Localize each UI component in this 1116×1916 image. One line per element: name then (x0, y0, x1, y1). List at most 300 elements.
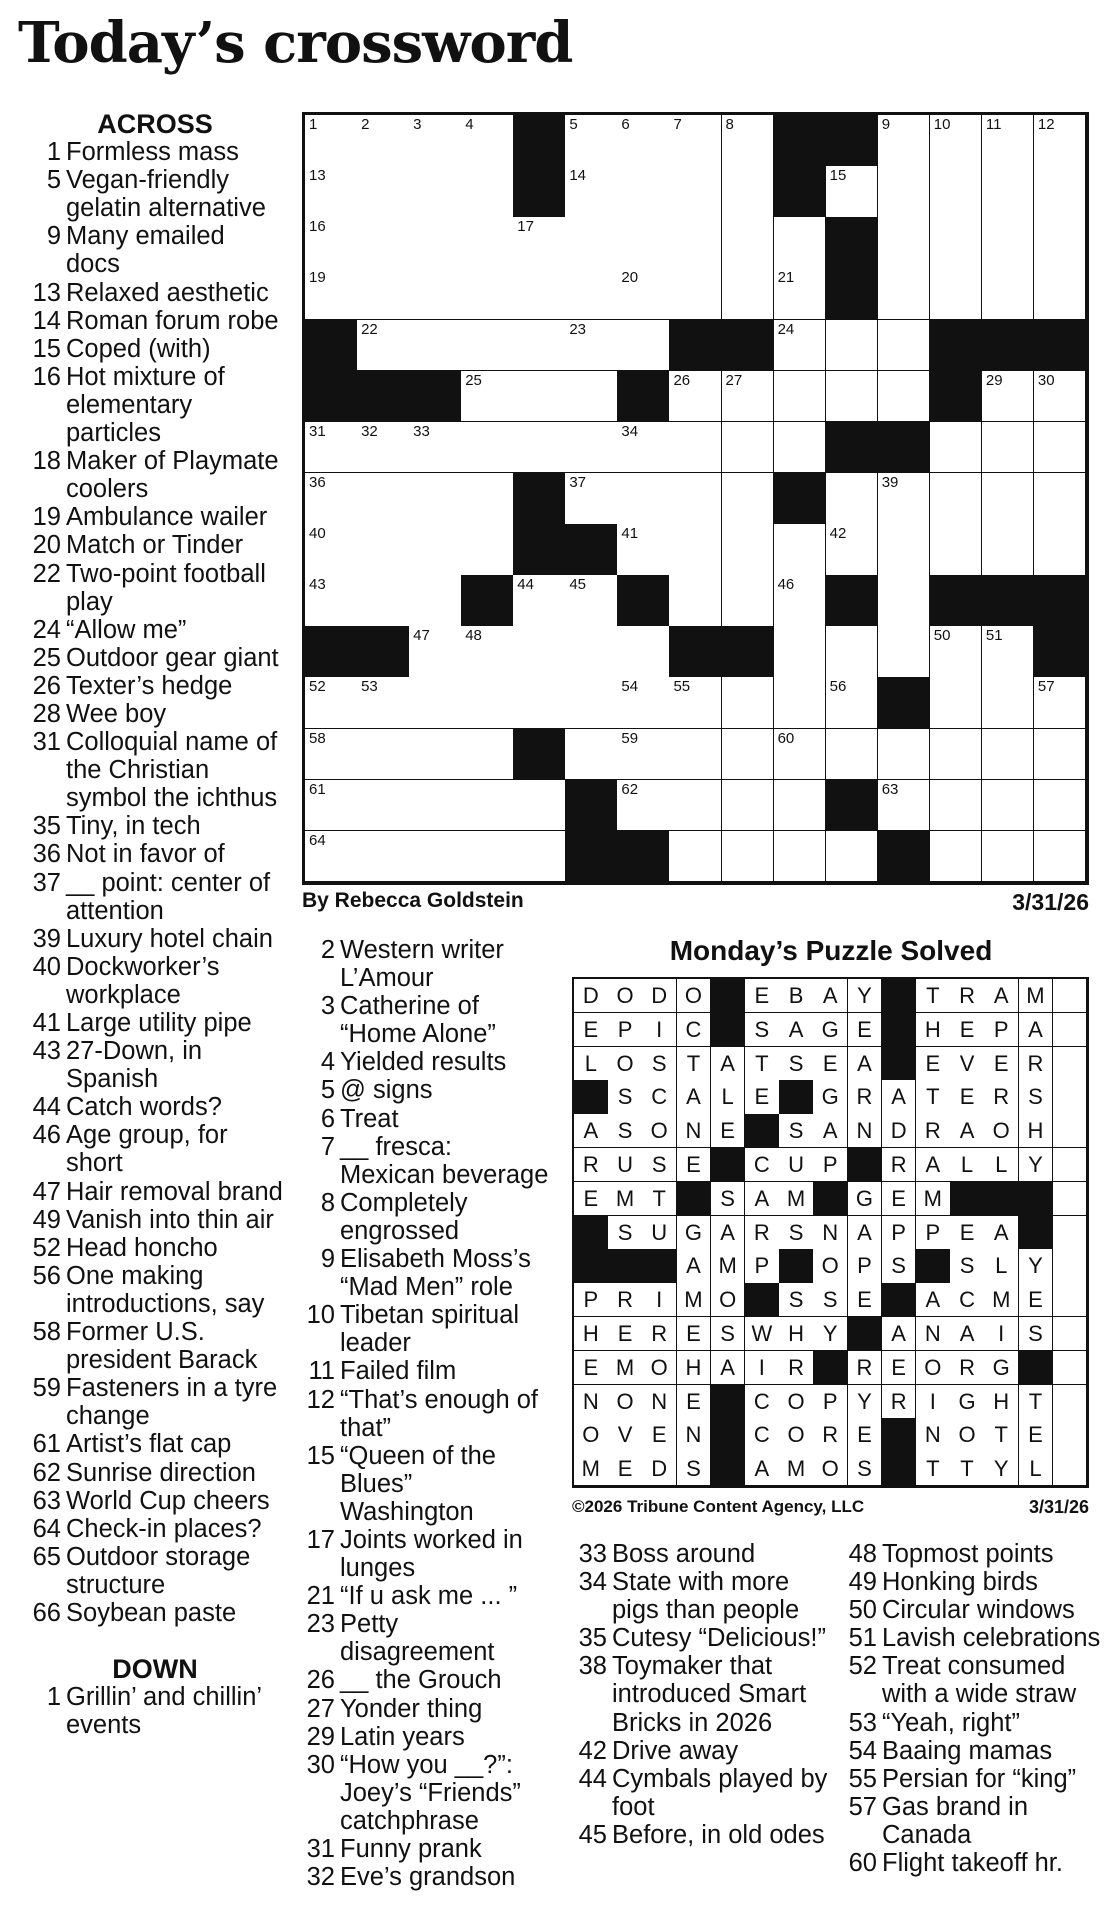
grid-cell[interactable] (930, 217, 983, 269)
grid-cell[interactable] (722, 166, 775, 218)
grid-cell[interactable] (878, 371, 931, 423)
grid-cell[interactable] (669, 115, 722, 167)
grid-cell[interactable] (982, 268, 1035, 320)
solution-letter: Y (813, 1317, 848, 1351)
grid-cell[interactable] (565, 115, 618, 167)
cell-number: 20 (621, 269, 639, 287)
grid-cell[interactable] (565, 677, 618, 729)
grid-cell[interactable] (409, 575, 462, 627)
grid-cell[interactable] (774, 831, 827, 883)
grid-cell[interactable] (409, 677, 462, 729)
grid-cell[interactable] (461, 677, 514, 729)
grid-cell[interactable] (982, 729, 1035, 781)
grid-cell[interactable] (617, 677, 670, 729)
grid-cell[interactable] (305, 575, 358, 627)
grid-cell[interactable] (357, 268, 410, 320)
grid-cell[interactable] (722, 217, 775, 269)
grid-cell[interactable] (617, 524, 670, 576)
grid-cell[interactable] (774, 217, 827, 269)
clue (572, 1568, 836, 1624)
grid-cell[interactable] (826, 729, 879, 781)
grid-cell[interactable] (982, 371, 1035, 423)
clue-number: 42 (578, 1736, 607, 1765)
grid-cell[interactable] (826, 831, 879, 883)
grid-cell[interactable] (930, 473, 983, 525)
solution-letter: V (608, 1418, 643, 1452)
grid-cell[interactable] (669, 422, 722, 474)
clue-text: “Yeah, right” (882, 1708, 1020, 1737)
solution-letter: E (677, 1317, 712, 1351)
grid-cell[interactable] (930, 166, 983, 218)
clue-text: __ point: center of attention (66, 868, 271, 925)
grid-cell[interactable] (1034, 677, 1087, 729)
grid-cell[interactable] (878, 115, 931, 167)
grid-cell[interactable] (669, 729, 722, 781)
grid-cell[interactable] (982, 831, 1035, 883)
grid-cell[interactable] (722, 780, 775, 832)
grid-cell[interactable] (982, 780, 1035, 832)
grid-cell[interactable] (774, 524, 827, 576)
byline: By Rebecca Goldstein (302, 889, 524, 912)
grid-cell[interactable] (617, 473, 670, 525)
black-square (1034, 320, 1087, 372)
solution-black-square (711, 1148, 746, 1182)
black-square (826, 217, 879, 269)
grid-cell[interactable] (774, 780, 827, 832)
grid-cell[interactable] (878, 729, 931, 781)
cell-number: 47 (413, 627, 430, 645)
grid-cell[interactable] (357, 166, 410, 218)
down-heading: DOWN (112, 1654, 198, 1685)
grid-cell[interactable] (930, 780, 983, 832)
clue (572, 1624, 836, 1652)
solution-letter: P (608, 1013, 643, 1047)
solution-letter: R (642, 1317, 677, 1351)
black-square (930, 320, 983, 372)
clue (26, 925, 284, 953)
solution-black-square (916, 1249, 951, 1283)
grid-cell[interactable] (305, 677, 358, 729)
solution-letter (1053, 1249, 1088, 1283)
grid-cell[interactable] (1034, 422, 1087, 474)
clue-text: “That’s enough of that” (340, 1385, 538, 1442)
solution-letter: P (745, 1249, 780, 1283)
grid-cell[interactable] (461, 217, 514, 269)
solution-letter: W (745, 1317, 780, 1351)
solution-black-square (711, 1385, 746, 1419)
clue-text: Sunrise direction (66, 1458, 256, 1487)
grid-cell[interactable] (357, 729, 410, 781)
grid-cell[interactable] (461, 422, 514, 474)
grid-cell[interactable] (461, 473, 514, 525)
solution-letter (1053, 1283, 1088, 1317)
grid-cell[interactable] (409, 320, 462, 372)
grid-cell[interactable] (357, 473, 410, 525)
solution-letter: M (711, 1249, 746, 1283)
solution-letter: E (677, 1385, 712, 1419)
black-square (357, 371, 410, 423)
grid-cell[interactable] (409, 166, 462, 218)
grid-cell[interactable] (878, 575, 931, 627)
grid-cell[interactable] (565, 166, 618, 218)
grid-cell[interactable] (930, 422, 983, 474)
grid-cell[interactable] (878, 626, 931, 678)
grid-cell[interactable] (774, 575, 827, 627)
black-square (722, 626, 775, 678)
grid-cell[interactable] (409, 626, 462, 678)
grid-cell[interactable] (722, 677, 775, 729)
solution-letter: O (608, 1047, 643, 1081)
clue (26, 531, 284, 559)
grid-cell[interactable] (565, 422, 618, 474)
clue-number: 53 (848, 1708, 877, 1737)
solution-letter: O (608, 979, 643, 1013)
grid-cell[interactable] (1034, 780, 1087, 832)
grid-cell[interactable] (826, 677, 879, 729)
solution-letter: S (711, 1182, 746, 1216)
grid-cell[interactable] (774, 422, 827, 474)
clue (26, 869, 284, 925)
grid-cell[interactable] (513, 626, 566, 678)
clue-number: 60 (848, 1849, 877, 1878)
solution-letter: O (984, 1114, 1019, 1148)
clue-text: Circular windows (882, 1596, 1075, 1625)
solution-black-square (882, 1047, 917, 1081)
cell-number: 22 (361, 320, 378, 338)
grid-cell[interactable] (513, 371, 566, 423)
solution-letter: M (916, 1182, 951, 1216)
grid-cell[interactable] (669, 575, 722, 627)
grid-cell[interactable] (930, 115, 983, 167)
grid-cell[interactable] (982, 422, 1035, 474)
solution-letter (1053, 1013, 1088, 1047)
grid-cell[interactable] (357, 780, 410, 832)
grid-cell[interactable] (617, 729, 670, 781)
clue (26, 1683, 284, 1739)
grid-cell[interactable] (513, 320, 566, 372)
solution-black-square (608, 1249, 643, 1283)
solution-black-square (882, 1283, 917, 1317)
clue-number: 26 (32, 671, 61, 700)
grid-cell[interactable] (513, 780, 566, 832)
grid-cell[interactable] (722, 729, 775, 781)
grid-cell[interactable] (669, 780, 722, 832)
grid-cell[interactable] (982, 626, 1035, 678)
clue-text: Petty disagreement (340, 1610, 495, 1667)
clue-text: One making introductions, say (66, 1261, 265, 1318)
grid-cell[interactable] (878, 780, 931, 832)
grid-cell[interactable] (774, 268, 827, 320)
grid-cell[interactable] (878, 320, 931, 372)
grid-cell[interactable] (1034, 729, 1087, 781)
grid-cell[interactable] (982, 677, 1035, 729)
grid-cell[interactable] (565, 268, 618, 320)
grid-cell[interactable] (982, 524, 1035, 576)
solution-letter (1053, 1216, 1088, 1250)
grid-cell[interactable] (669, 371, 722, 423)
clue (26, 138, 284, 166)
grid-cell[interactable] (305, 831, 358, 883)
grid-cell[interactable] (617, 166, 670, 218)
grid-cell[interactable] (826, 524, 879, 576)
grid-cell[interactable] (669, 166, 722, 218)
solution-letter: T (950, 1452, 985, 1486)
grid-cell[interactable] (461, 524, 514, 576)
cell-number: 1 (309, 116, 318, 133)
grid-cell[interactable] (878, 268, 931, 320)
solution-letter (1053, 1385, 1088, 1419)
grid-cell[interactable] (461, 626, 514, 678)
grid-cell[interactable] (669, 677, 722, 729)
grid-cell[interactable] (305, 524, 358, 576)
solution-letter: M (608, 1351, 643, 1385)
grid-cell[interactable] (617, 268, 670, 320)
grid-cell[interactable] (513, 831, 566, 883)
grid-cell[interactable] (565, 575, 618, 627)
solution-black-square (574, 1249, 609, 1283)
grid-cell[interactable] (669, 831, 722, 883)
grid-cell[interactable] (513, 217, 566, 269)
solution-letter: T (916, 979, 951, 1013)
solution-letter: G (677, 1216, 712, 1250)
grid-cell[interactable] (513, 575, 566, 627)
clue (842, 1737, 1110, 1765)
grid-cell[interactable] (565, 729, 618, 781)
grid-cell[interactable] (722, 524, 775, 576)
grid-cell[interactable] (982, 473, 1035, 525)
grid-cell[interactable] (722, 268, 775, 320)
grid-cell[interactable] (669, 268, 722, 320)
clue (26, 166, 284, 222)
grid-cell[interactable] (461, 371, 514, 423)
clue-text: Toymaker that introduced Smart Bricks in 2026 (612, 1652, 807, 1737)
solution-letter (1053, 1080, 1088, 1114)
grid-cell[interactable] (409, 115, 462, 167)
grid-cell[interactable] (1034, 473, 1087, 525)
clue-number: 20 (32, 531, 61, 560)
grid-cell[interactable] (878, 166, 931, 218)
grid-cell[interactable] (357, 115, 410, 167)
grid-cell[interactable] (357, 320, 410, 372)
solution-letter (1053, 1452, 1088, 1486)
grid-cell[interactable] (409, 473, 462, 525)
clue-number: 47 (32, 1177, 61, 1206)
grid-cell[interactable] (409, 268, 462, 320)
grid-cell[interactable] (409, 422, 462, 474)
grid-cell[interactable] (930, 831, 983, 883)
grid-cell[interactable] (357, 524, 410, 576)
grid-cell[interactable] (1034, 166, 1087, 218)
grid-cell[interactable] (305, 422, 358, 474)
grid-cell[interactable] (305, 780, 358, 832)
solution-letter: A (984, 1216, 1019, 1250)
grid-cell[interactable] (565, 320, 618, 372)
grid-cell[interactable] (982, 115, 1035, 167)
grid-cell[interactable] (461, 115, 514, 167)
clue-number: 5 (320, 1076, 335, 1105)
clue-number: 22 (32, 559, 61, 588)
grid-cell[interactable] (722, 831, 775, 883)
clue (298, 1723, 550, 1751)
grid-cell[interactable] (722, 473, 775, 525)
grid-cell[interactable] (565, 217, 618, 269)
solution-letter: L (1019, 1452, 1054, 1486)
grid-cell[interactable] (305, 217, 358, 269)
clue (298, 992, 550, 1048)
grid-cell[interactable] (930, 677, 983, 729)
grid-cell[interactable] (461, 780, 514, 832)
grid-cell[interactable] (826, 371, 879, 423)
clue-number: 15 (32, 334, 61, 363)
grid-cell[interactable] (930, 626, 983, 678)
solution-letter: A (950, 1114, 985, 1148)
solution-letter: A (916, 1148, 951, 1182)
clue-text: Two-point football play (66, 559, 266, 616)
clue (26, 672, 284, 700)
clue-text: Tibetan spiritual leader (340, 1301, 520, 1358)
solution-letter: A (711, 1216, 746, 1250)
grid-cell[interactable] (722, 371, 775, 423)
clue-number: 12 (306, 1385, 335, 1414)
grid-cell[interactable] (461, 831, 514, 883)
solution-letter: A (950, 1317, 985, 1351)
grid-cell[interactable] (617, 626, 670, 678)
grid-cell[interactable] (669, 473, 722, 525)
cell-number: 15 (829, 167, 847, 185)
clue-number: 17 (306, 1525, 335, 1554)
clue-number: 62 (32, 1458, 61, 1487)
grid-cell[interactable] (617, 217, 670, 269)
grid-cell[interactable] (774, 677, 827, 729)
grid-cell[interactable] (878, 524, 931, 576)
grid-cell[interactable] (826, 166, 879, 218)
grid-cell[interactable] (1034, 371, 1087, 423)
grid-cell[interactable] (1034, 831, 1087, 883)
grid-cell[interactable] (565, 371, 618, 423)
clue-text: Lavish celebrations (882, 1624, 1101, 1653)
grid-cell[interactable] (513, 677, 566, 729)
solution-letter: E (984, 1047, 1019, 1081)
grid-cell[interactable] (409, 831, 462, 883)
solution-letter (1053, 1047, 1088, 1081)
clue (26, 1121, 284, 1177)
solution-letter: A (916, 1283, 951, 1317)
grid-cell[interactable] (409, 524, 462, 576)
grid-cell[interactable] (826, 320, 879, 372)
grid-cell[interactable] (774, 729, 827, 781)
grid-cell[interactable] (617, 780, 670, 832)
solution-letter: P (813, 1385, 848, 1419)
grid-cell[interactable] (461, 729, 514, 781)
solution-letter: O (677, 979, 712, 1013)
grid-cell[interactable] (826, 626, 879, 678)
grid-cell[interactable] (357, 217, 410, 269)
grid-cell[interactable] (878, 473, 931, 525)
puzzle-date: 3/31/26 (1012, 889, 1089, 915)
grid-cell[interactable] (774, 371, 827, 423)
clue-number: 36 (32, 840, 61, 869)
grid-cell[interactable] (722, 115, 775, 167)
cell-number: 55 (673, 678, 691, 696)
solution-letter: A (711, 1351, 746, 1385)
grid-cell[interactable] (1034, 524, 1087, 576)
clue-number: 35 (32, 812, 61, 841)
grid-cell[interactable] (930, 729, 983, 781)
grid-cell[interactable] (409, 780, 462, 832)
section-gap (26, 1627, 284, 1655)
grid-cell[interactable] (305, 729, 358, 781)
grid-cell[interactable] (722, 575, 775, 627)
grid-cell[interactable] (305, 115, 358, 167)
black-square (1034, 575, 1087, 627)
grid-cell[interactable] (305, 268, 358, 320)
grid-cell[interactable] (1034, 268, 1087, 320)
clue-text: Relaxed aesthetic (66, 278, 269, 307)
solution-letter: U (779, 1148, 814, 1182)
grid-cell[interactable] (461, 268, 514, 320)
grid-cell[interactable] (565, 473, 618, 525)
grid-cell[interactable] (565, 626, 618, 678)
grid-cell[interactable] (461, 166, 514, 218)
grid-cell[interactable] (357, 831, 410, 883)
clue-column-3 (572, 1540, 836, 1849)
clue (26, 728, 284, 812)
clue-text: __ fresca: Mexican beverage (340, 1132, 549, 1189)
grid-cell[interactable] (357, 575, 410, 627)
grid-cell[interactable] (774, 320, 827, 372)
clue-number: 46 (32, 1121, 61, 1150)
black-square (878, 831, 931, 883)
solution-letter: D (642, 1452, 677, 1486)
grid-cell[interactable] (982, 166, 1035, 218)
grid-cell[interactable] (930, 268, 983, 320)
solution-letter: E (745, 1080, 780, 1114)
clue (26, 447, 284, 503)
solution-letter: N (848, 1114, 883, 1148)
grid-cell[interactable] (722, 422, 775, 474)
grid-cell[interactable] (878, 217, 931, 269)
grid-cell[interactable] (669, 524, 722, 576)
black-square (774, 473, 827, 525)
grid-cell[interactable] (357, 677, 410, 729)
grid-cell[interactable] (669, 217, 722, 269)
grid-cell[interactable] (305, 166, 358, 218)
clue-text: __ the Grouch (340, 1666, 502, 1695)
cell-number: 39 (881, 473, 899, 491)
grid-cell[interactable] (513, 422, 566, 474)
solution-letter: E (574, 1351, 609, 1385)
grid-cell[interactable] (1034, 115, 1087, 167)
grid-cell[interactable] (930, 524, 983, 576)
grid-cell[interactable] (617, 320, 670, 372)
grid-cell[interactable] (461, 320, 514, 372)
black-square (513, 473, 566, 525)
grid-cell[interactable] (409, 729, 462, 781)
grid-cell[interactable] (305, 473, 358, 525)
grid-cell[interactable] (774, 626, 827, 678)
grid-cell[interactable] (409, 217, 462, 269)
grid-cell[interactable] (617, 422, 670, 474)
grid-cell[interactable] (617, 115, 670, 167)
solution-letter: C (745, 1148, 780, 1182)
grid-cell[interactable] (357, 422, 410, 474)
clue-text: Artist’s flat cap (66, 1430, 232, 1459)
grid-cell[interactable] (513, 268, 566, 320)
grid-cell[interactable] (826, 473, 879, 525)
grid-cell[interactable] (982, 217, 1035, 269)
grid-cell[interactable] (1034, 217, 1087, 269)
clue (298, 1386, 550, 1442)
